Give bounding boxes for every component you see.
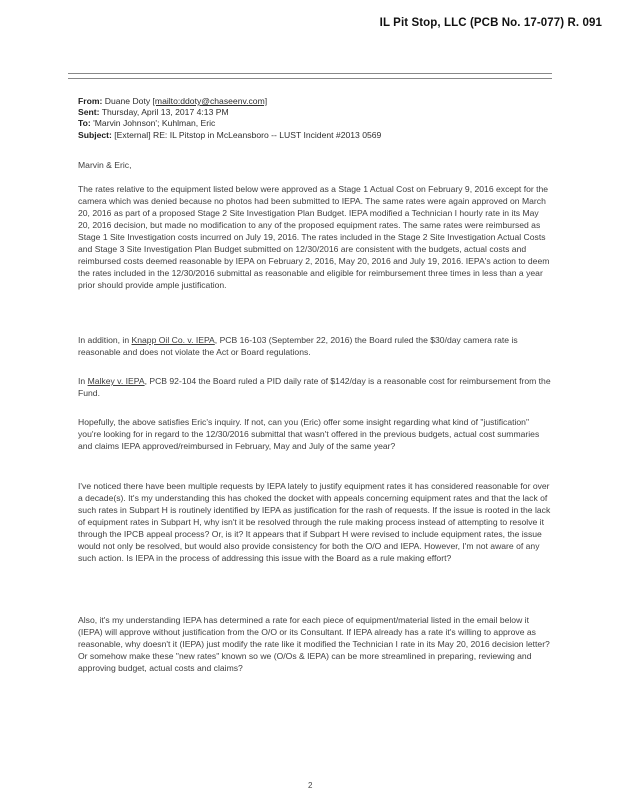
subject-label: Subject:: [78, 129, 112, 140]
paragraph-malkey-case: [78, 375, 553, 399]
top-divider-second: [68, 78, 552, 79]
sent-line: [78, 107, 548, 118]
paragraph-subpart-h: I've noticed there have been multiple requests by IEPA lately to justify equipment rates it has considered reasonable for over a decade(s). It's my understanding this has choked the docket with appeals concerning equipment rates and that the lack of such rates in Subpart H is routinely identified by IEPA as justification for the rash of requests. If the issue is rooted in the lack of equipment rates in Subpart H, why isn't it be resolved through the rule making process instead of attempting to resolve it through the IPCB appeal process? Or, is it? It appears that if Subpart H were revised to include equipment rates, the issue would not only be resolved, but would also provide consistency for both the O/O and IEPA. However, I'm not aware of any such action. Is IEPA in the process of addressing this issue with the Board as a rule making effort?: [78, 481, 551, 563]
subject-line: [78, 130, 548, 141]
knapp-post: , PCB 16-103 (September 22, 2016) the Board ruled the $30/day camera rate is reasonable and does not violate the Act or Board regulations.: [78, 335, 518, 357]
paragraph-new-rates: Also, it's my understanding IEPA has determined a rate for each piece of equipment/material listed in the email below it (IEPA) will approve without justification from the O/O or its Consultant. If IEPA already has a rate it's willing to approve as reasonable, why doesn't it (IEPA) just modify the rate like it modified the Technician I rate in its May 20, 2016 decision letter? Or somehow make these "new rates" known so we (O/Os & IEPA) can be more streamlined in preparing, reviewing and approving budget, actual costs and claims?: [78, 615, 550, 673]
paragraph-justification-inquiry: Hopefully, the above satisfies Eric's inquiry. If not, can you (Eric) offer some insight regarding what kind of "justification" you're looking for in regard to the 12/30/2016 submittal that wasn't offered in the previous budgets, actual cost summaries and claims IEPA approved/reimbursed in February, May and July of the same year?: [78, 417, 540, 451]
sent-value: Thursday, April 13, 2017 4:13 PM: [101, 107, 229, 118]
from-email-link[interactable]: [mailto:ddoty@chaseenv.com]: [152, 96, 268, 106]
from-line: [78, 96, 548, 107]
document-id-stamp: IL Pit Stop, LLC (PCB No. 17-077) R. 091: [379, 17, 602, 29]
malkey-post: , PCB 92-104 the Board ruled a PID daily rate of $142/day is a reasonable cost for reimbursement from the Fund.: [78, 376, 551, 398]
to-line: [78, 118, 548, 129]
page-number: 2: [308, 781, 313, 790]
subject-value: [External] RE: IL Pitstop in McLeansboro -- LUST Incident #2013 0569: [114, 129, 382, 140]
malkey-pre: In: [78, 376, 88, 386]
sent-label: Sent:: [78, 107, 100, 118]
from-name: Duane Doty: [104, 96, 151, 106]
paragraph-rates-history: The rates relative to the equipment listed below were approved as a Stage 1 Actual Cost on February 9, 2016 except for the camera which was denied because no photos had been submitted to IEPA. The same rates were again approved on March 20, 2016 as part of a proposed Stage 2 Site Investigation Plan Budget. IEPA modified a Technician I hourly rate in its May 20, 2016 decision, but made no modification to any of the proposed equipment rates. The same rates were reimbursed as Stage 1 Site Investigation costs incurred on July 19, 2016. The rates included in the Stage 2 Site Investigation Actual Costs and Stage 3 Site Investigation Plan Budget submitted on 12/30/2016 are consistent with the budgets, actual costs and reimbursed costs deemed reasonable by IEPA on February 2, 2016, May 20, 2016 and July 19, 2016. IEPA's action to deem the rates included in the 12/30/2016 submittal as reasonable and eligible for reimbursement three times in less than a year prior should provide ample justification.: [78, 184, 550, 290]
email-header: [78, 96, 548, 141]
knapp-pre: In addition, in: [78, 335, 132, 345]
knapp-case-name: Knapp Oil Co. v. IEPA: [131, 335, 215, 345]
to-label: To:: [78, 118, 91, 129]
to-value: 'Marvin Johnson'; Kuhlman, Eric: [93, 118, 216, 129]
salutation: Marvin & Eric,: [78, 160, 132, 170]
top-divider: [68, 73, 552, 74]
malkey-case-name: Malkey v. IEPA: [87, 376, 145, 386]
paragraph-knapp-case: [78, 334, 553, 358]
from-label: From:: [78, 96, 103, 106]
